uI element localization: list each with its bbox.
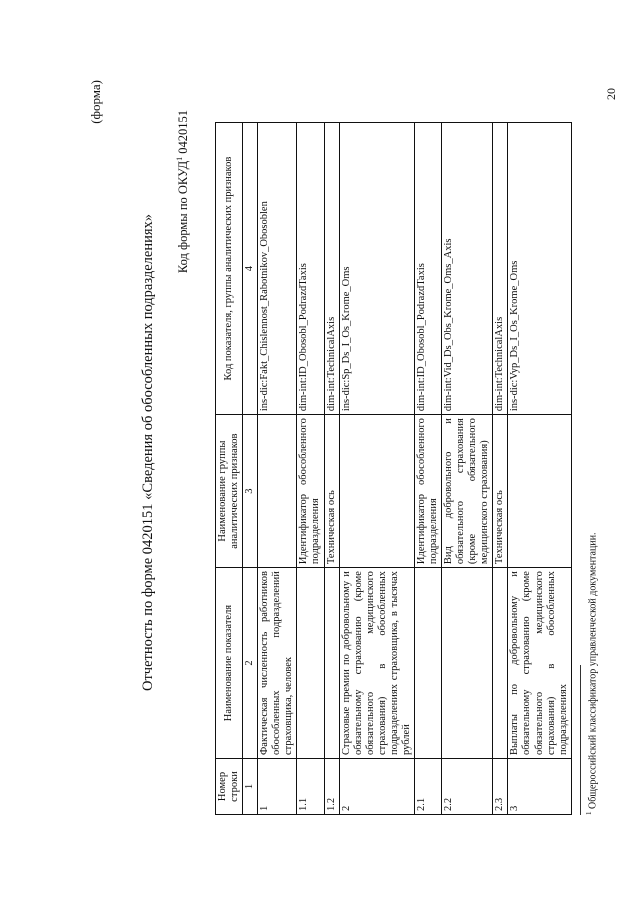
row-group [258, 415, 297, 568]
row-code: ins-dic:Fakt_Chislennost_Rabotnikov_Obosoblen [258, 123, 297, 415]
form-label: (форма) [88, 80, 103, 124]
header-num: Номер строки [216, 759, 243, 815]
row-num: 1.2 [324, 759, 339, 815]
footnote-text: Общероссийский классификатор управленческой документации. [587, 532, 599, 812]
col-number: 3 [243, 415, 258, 568]
col-number: 2 [243, 568, 258, 759]
okud-number: 0420151 [176, 110, 191, 157]
row-group: Техническая ось [324, 415, 339, 568]
header-code: Код показателя, группы аналитических признаков [216, 123, 243, 415]
okud-footnote-ref: 1 [175, 156, 184, 161]
table-row [493, 123, 508, 815]
row-num: 1 [258, 759, 297, 815]
row-code: dim-int:TechnicalAxis [324, 123, 339, 415]
row-code: ins-dic:Vyp_Ds_I_Os_Krome_Oms [508, 123, 571, 415]
footnote [585, 532, 598, 815]
header-group: Наименование группы аналитических признаков [216, 415, 243, 568]
row-name: Страховые премии по добровольному и обязательному страхованию (кроме обязательного медицинского страхования) в обособленных подразделениях страховщика, в тысячах рублей [339, 568, 414, 759]
table-header-row [216, 123, 243, 815]
table-row [297, 123, 324, 815]
table-row [414, 123, 441, 815]
row-num: 1.1 [297, 759, 324, 815]
footnote-marker: 1 [585, 811, 593, 815]
row-code: dim-int:Vid_Ds_Obs_Krome_Oms_Axis [442, 123, 493, 415]
row-name [297, 568, 324, 759]
row-code: ins-dic:Sp_Ds_I_Os_Krome_Oms [339, 123, 414, 415]
page-number: 20 [604, 88, 618, 100]
row-group [339, 415, 414, 568]
row-name [324, 568, 339, 759]
row-group: Вид добровольного и обязательного страхования (кроме обязательного медицинского страхования) [442, 415, 493, 568]
row-name: Выплаты по добровольному и обязательному страхованию (кроме обязательного медицинского страхования) в обособленных подразделениях [508, 568, 571, 759]
row-group: Техническая ось [493, 415, 508, 568]
row-code: dim-int:ID_Obosobl_PodrazdTaxis [297, 123, 324, 415]
table-row [442, 123, 493, 815]
table-row [258, 123, 297, 815]
row-num: 2.1 [414, 759, 441, 815]
footnote-divider [580, 665, 581, 815]
row-name [414, 568, 441, 759]
row-name [493, 568, 508, 759]
okud-code [175, 110, 191, 273]
col-number: 4 [243, 123, 258, 415]
okud-text: Код формы по ОКУД [176, 160, 191, 274]
row-code: dim-int:TechnicalAxis [493, 123, 508, 415]
row-name: Фактическая численность работников обособленных подразделений страховщика, человек [258, 568, 297, 759]
indicators-table [215, 122, 572, 815]
header-name: Наименование показателя [216, 568, 243, 759]
row-name [442, 568, 493, 759]
row-num: 2 [339, 759, 414, 815]
column-number-row [243, 123, 258, 815]
table-row [339, 123, 414, 815]
row-num: 3 [508, 759, 571, 815]
row-group: Идентификатор обособленного подразделения [414, 415, 441, 568]
row-code: dim-int:ID_Obosobl_PodrazdTaxis [414, 123, 441, 415]
row-num: 2.3 [493, 759, 508, 815]
row-group [508, 415, 571, 568]
table-row [324, 123, 339, 815]
document-title: Отчетность по форме 0420151 «Сведения об обособленных подразделениях» [140, 213, 156, 692]
col-number: 1 [243, 759, 258, 815]
row-group: Идентификатор обособленного подразделения [297, 415, 324, 568]
row-num: 2.2 [442, 759, 493, 815]
table-row [508, 123, 571, 815]
